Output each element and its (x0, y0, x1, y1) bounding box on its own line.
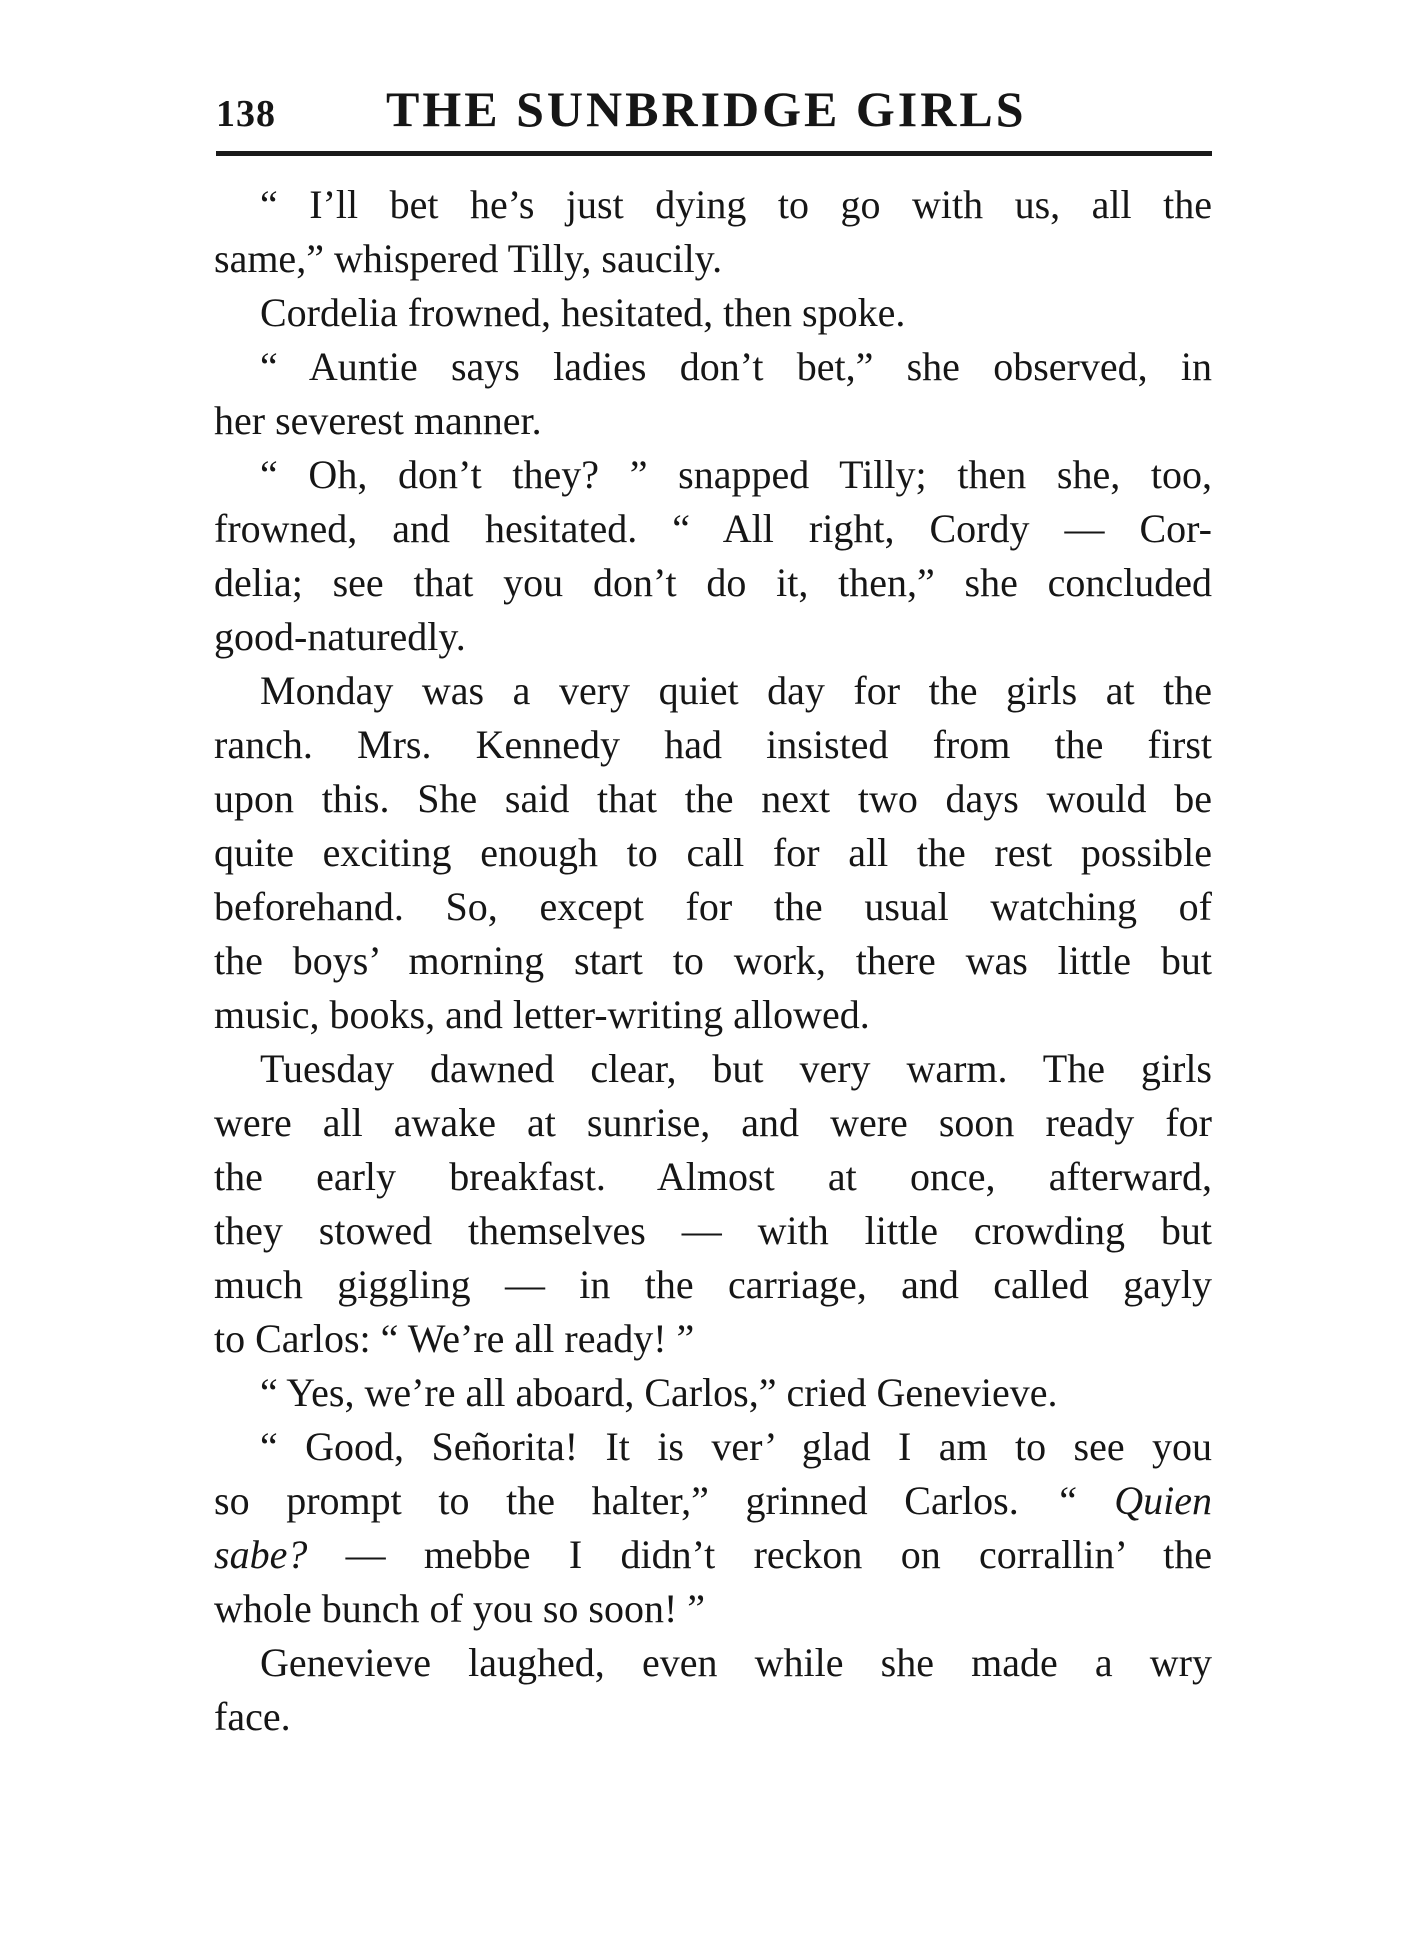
text-line: delia; see that you don’t do it, then,” she concluded (214, 560, 1212, 605)
italic-phrase: sabe? (214, 1532, 308, 1577)
text-span: so prompt to the halter,” grinned Carlos. (214, 1478, 1019, 1523)
text-line: they stowed themselves — with little crowding but (214, 1208, 1212, 1253)
text-line: whole bunch of you so soon! ” (214, 1586, 706, 1631)
text-line: Tuesday dawned clear, but very warm. The girls (260, 1046, 1212, 1091)
text-line: “ I’ll bet he’s just dying to go with us, all the (260, 182, 1212, 227)
header-rule (216, 151, 1212, 156)
text-line: her severest manner. (214, 398, 542, 443)
text-line: “ Auntie says ladies don’t bet,” she observed, in (260, 344, 1212, 389)
text-line: face. (214, 1694, 291, 1739)
text-line: beforehand. So, except for the usual watching of (214, 884, 1212, 929)
text-line: same,” whispered Tilly, saucily. (214, 236, 723, 281)
text-line: Genevieve laughed, even while she made a wry (260, 1640, 1212, 1685)
text-line: Monday was a very quiet day for the girls at the (260, 668, 1212, 713)
text-line: “ Oh, don’t they? ” snapped Tilly; then she, too, (260, 452, 1212, 497)
text-line: “ Good, Señorita! It is ver’ glad I am to see you (260, 1424, 1212, 1469)
text-line: music, books, and letter-writing allowed. (214, 992, 870, 1037)
text-line: the boys’ morning start to work, there was little but (214, 938, 1212, 983)
text-line: upon this. She said that the next two days would be (214, 776, 1212, 821)
text-line: Cordelia frowned, hesitated, then spoke. (260, 290, 906, 335)
running-head (214, 80, 1214, 140)
text-line: good-naturedly. (214, 614, 466, 659)
text-line: to Carlos: “ We’re all ready! ” (214, 1316, 695, 1361)
text-line (214, 1474, 1212, 1528)
page-number: 138 (216, 93, 276, 135)
italic-phrase: “ Quien (1055, 1478, 1213, 1523)
text-line: quite exciting enough to call for all the rest possible (214, 830, 1212, 875)
text-line: frowned, and hesitated. “ All right, Cordy — Cor- (214, 506, 1212, 551)
text-line: ranch. Mrs. Kennedy had insisted from the first (214, 722, 1212, 767)
text-line: “ Yes, we’re all aboard, Carlos,” cried Genevieve. (260, 1370, 1058, 1415)
body-text (214, 178, 1212, 1744)
text-line: the early breakfast. Almost at once, afterward, (214, 1154, 1212, 1199)
text-span: — mebbe I didn’t reckon on corrallin’ the (345, 1532, 1212, 1577)
book-title: THE SUNBRIDGE GIRLS (386, 81, 1027, 137)
text-line: much giggling — in the carriage, and called gayly (214, 1262, 1212, 1307)
text-line: were all awake at sunrise, and were soon ready for (214, 1100, 1212, 1145)
text-line (214, 1528, 1212, 1582)
